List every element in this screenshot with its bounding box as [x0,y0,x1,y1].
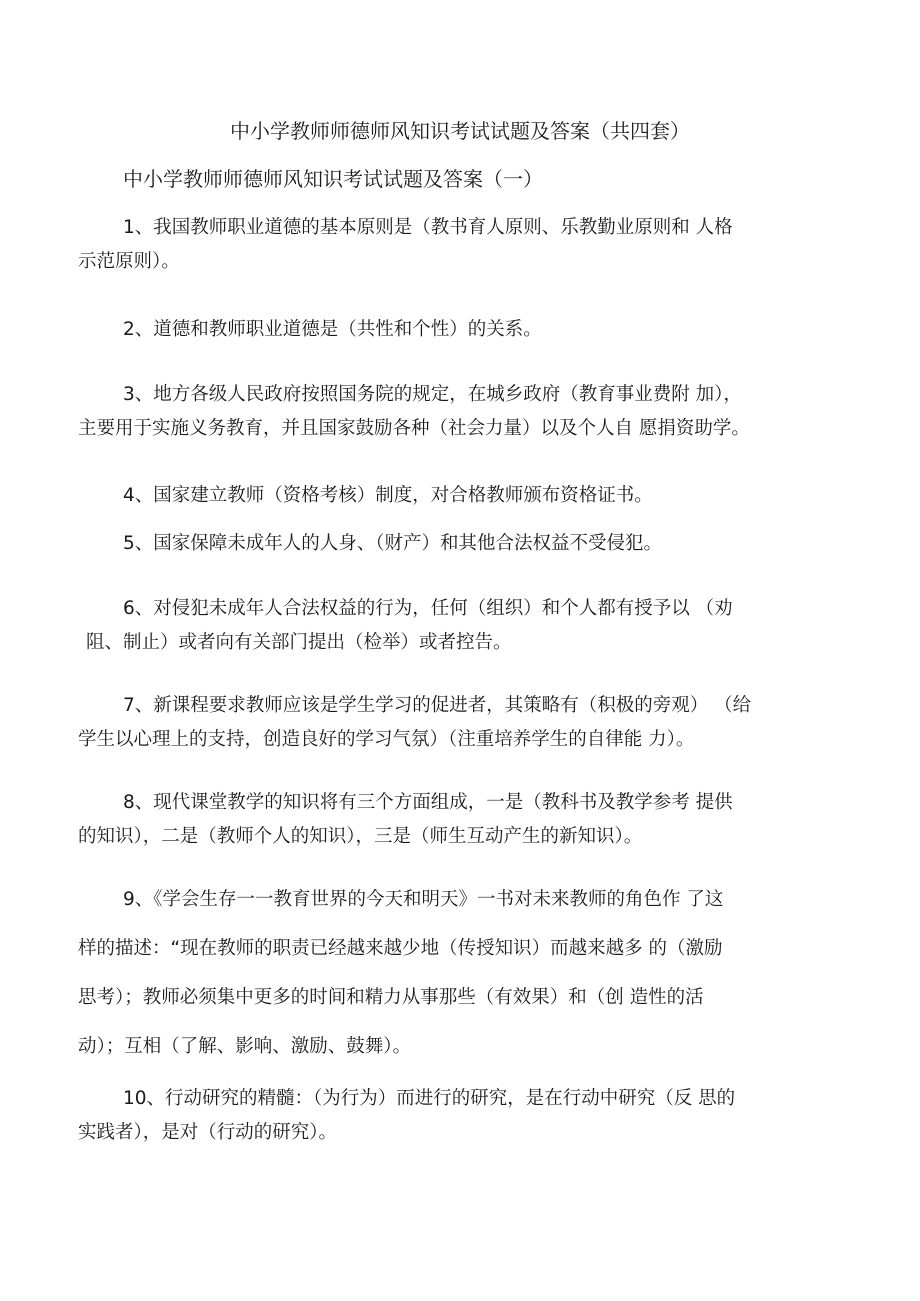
question-line: 实践者），是对（行动的研究）。 [78,1122,338,1143]
question-10 [78,1082,852,1150]
question-line: 示范原则）。 [78,251,180,272]
question-line: 学生以心理上的支持，创造良好的学习气氛）（注重培养学生的自律能 力）。 [78,729,695,750]
question-line: 样的描述：“现在教师的职责已经越来越少地（传授知识）而越来越多 的（激励 [78,938,723,959]
question-3 [78,378,852,446]
question-line: 1、我国教师职业道德的基本原则是（教书育人原则、乐教勤业原则和 人格 [123,217,733,238]
question-line: 5、国家保障未成年人的人身、（财产）和其他合法权益不受侵犯。 [123,533,663,554]
question-line: 思考）；教师必须集中更多的时间和精力从事那些（有效果）和（创 造性的活 [78,987,704,1008]
section-title: 中小学教师师德师风知识考试试题及答案（一） [123,167,543,191]
question-line: 动）；互相（了解、影响、激励、鼓舞）。 [78,1036,412,1057]
question-line: 主要用于实施义务教育，并且国家鼓励各种（社会力量）以及个人自 愿捐资助学。 [78,418,750,439]
question-2 [78,313,852,347]
question-line: 阻、制止）或者向有关部门提出（检举）或者控告。 [86,632,512,653]
question-9 [78,883,852,1064]
question-line: 10、行动研究的精髓：（为行为）而进行的研究，是在行动中研究（反 思的 [123,1088,736,1109]
question-8 [78,786,852,854]
question-line: 9、《学会生存一一教育世界的今天和明天》一书对未来教师的角色作 了这 [123,889,724,910]
question-line: 2、道德和教师职业道德是（共性和个性）的关系。 [123,319,542,340]
question-5 [78,527,852,561]
question-line: 的知识），二是（教师个人的知识），三是（师生互动产生的新知识）。 [78,826,643,847]
question-line: 6、对侵犯未成年人合法权益的行为，任何（组织）和个人都有授予以 （劝 [123,598,733,619]
question-line: 7、新课程要求教师应该是学生学习的促进者，其策略有（积极的旁观） （给 [123,695,752,716]
question-6 [78,592,852,660]
question-7 [78,689,852,757]
question-line: 4、国家建立教师（资格考核）制度，对合格教师颁布资格证书。 [123,485,653,506]
question-line: 3、地方各级人民政府按照国务院的规定，在城乡政府（教育事业费附 加）， [123,384,742,405]
question-line: 8、现代课堂教学的知识将有三个方面组成，一是（教科书及教学参考 提供 [123,792,733,813]
question-4 [78,479,852,513]
document-title: 中小学教师师德师风知识考试试题及答案（共四套） [230,119,690,143]
question-1 [78,211,852,279]
